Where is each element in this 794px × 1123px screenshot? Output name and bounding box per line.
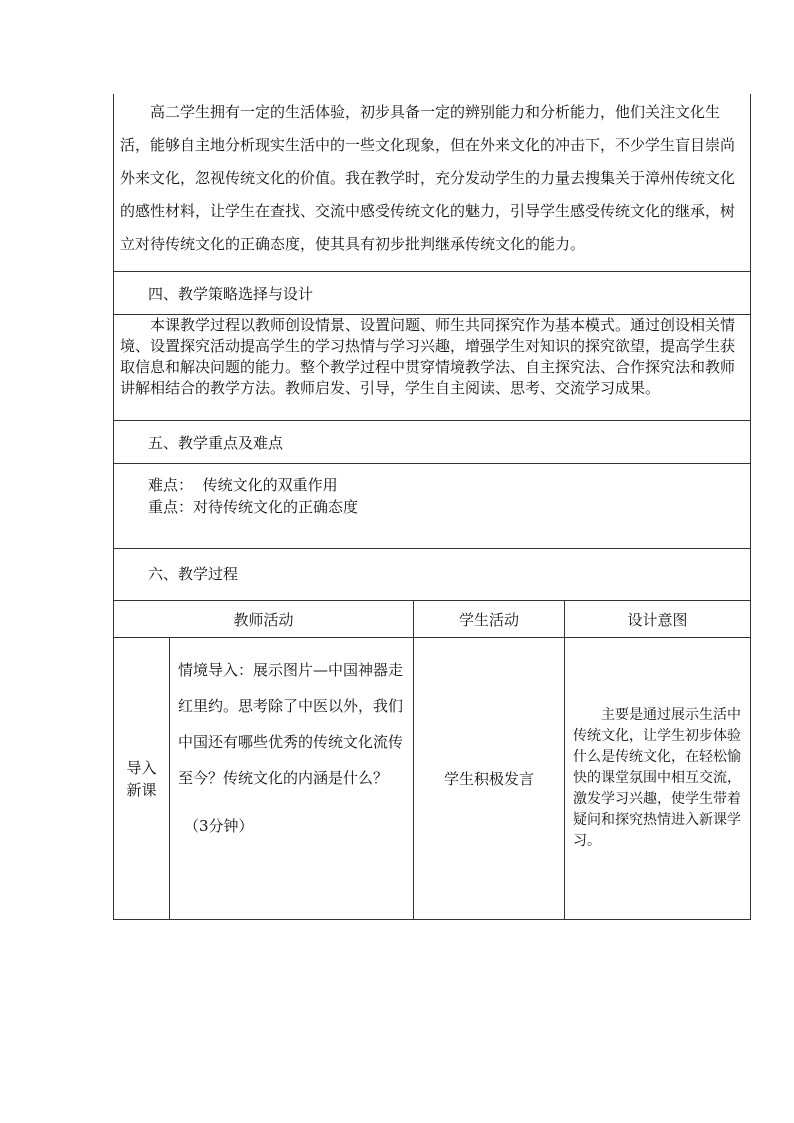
stage-label-cell — [114, 638, 170, 920]
document-page — [113, 94, 750, 920]
design-intent-cell: 主要是通过展示生活中传统文化，让学生初步体验什么是传统文化，在轻松愉快的课堂氛围中相互交流，激发学习兴趣，使学生带着疑问和探究热情进入新课学习。 — [565, 638, 751, 920]
process-column-header-row — [114, 601, 751, 638]
student-activity-cell: 学生积极发言 — [414, 638, 565, 920]
key-points-content — [114, 464, 750, 548]
table-row — [114, 638, 751, 920]
process-heading-cell — [114, 549, 751, 601]
stage-label-line1: 导入 — [126, 758, 157, 777]
key-points-cell — [114, 464, 751, 549]
teacher-activity-cell — [170, 638, 414, 920]
strategy-cell — [114, 315, 751, 421]
difficulty-line — [148, 474, 750, 496]
stage-label-line2: 新课 — [126, 780, 157, 799]
column-header-teacher: 教师活动 — [114, 601, 414, 638]
process-heading: 六、教学过程 — [148, 565, 239, 583]
focus-value: 对待传统文化的正确态度 — [193, 498, 359, 516]
focus-line — [148, 496, 750, 518]
strategy-heading-cell — [114, 272, 751, 315]
teacher-activity-duration: （3分钟） — [184, 817, 254, 835]
key-points-heading: 五、教学重点及难点 — [148, 434, 284, 452]
column-header-intent: 设计意图 — [565, 601, 751, 638]
focus-label: 重点： — [148, 498, 194, 516]
strategy-text: 本课教学过程以教师创设情景、设置问题、师生共同探究作为基本模式。通过创设相关情境、设置探究活动提高学生的学习热情与学习兴趣，增强学生对知识的探究欲望，提高学生获取信息和解决问题的能力。整个教学过程中贯穿情境教学法、自主探究法、合作探究法和教师讲解相结合的教学方法。教师启发、引导，学生自主阅读、思考、交流学习成果。 — [120, 316, 736, 397]
column-header-student: 学生活动 — [414, 601, 565, 638]
student-analysis-text: 高二学生拥有一定的生活体验，初步具备一定的辨别能力和分析能力，他们关注文化生活，能够自主地分析现实生活中的一些文化现象，但在外来文化的冲击下，不少学生盲目崇尚外来文化，忽视传统文化的价值。我在教学时，充分发动学生的力量去搜集关于漳州传统文化的感性材料，让学生在查找、交流中感受传统文化的魅力，引导学生感受传统文化的继承，树立对待传统文化的正确态度，使其具有初步批判继承传统文化的能力。 — [120, 103, 736, 253]
student-analysis-cell — [114, 94, 751, 272]
teacher-activity-text: 情境导入：展示图片—中国神器走红里约。思考除了中医以外，我们中国还有哪些优秀的传统文化流传至今？传统文化的内涵是什么？ — [178, 661, 404, 787]
difficulty-label: 难点： — [148, 476, 194, 494]
lesson-plan-table — [113, 94, 751, 920]
key-points-heading-cell — [114, 421, 751, 464]
strategy-heading: 四、教学策略选择与设计 — [148, 285, 314, 303]
difficulty-value: 传统文化的双重作用 — [202, 476, 338, 494]
